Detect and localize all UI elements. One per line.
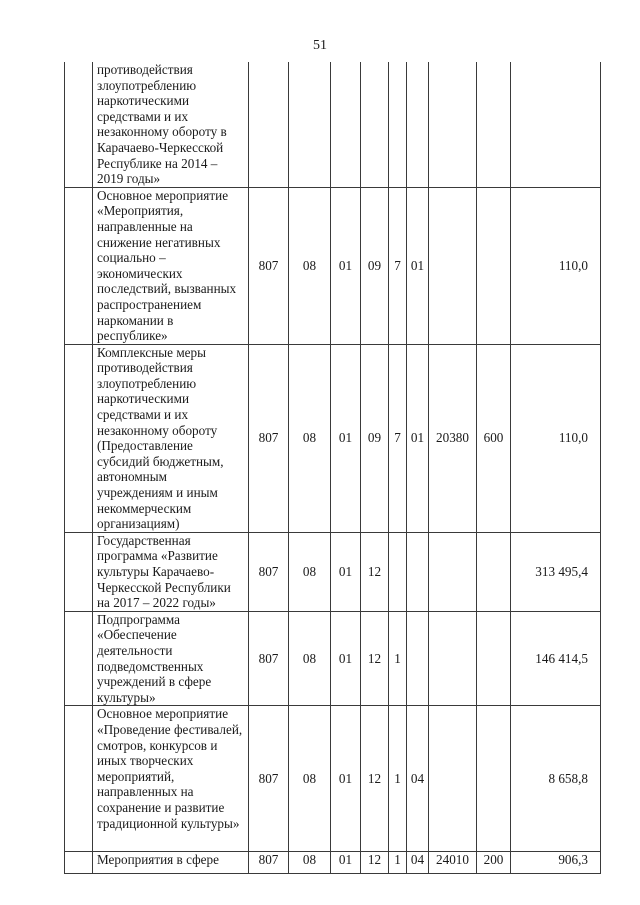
expense-type-cell bbox=[477, 706, 511, 852]
subprogram-code-cell: 1 bbox=[389, 611, 407, 706]
subsection-code-cell: 01 bbox=[331, 706, 361, 852]
row-number-cell bbox=[65, 611, 93, 706]
budget-table bbox=[64, 62, 601, 874]
section-code-cell: 08 bbox=[289, 532, 331, 611]
table-row bbox=[65, 187, 601, 344]
activity-code-cell bbox=[407, 532, 429, 611]
activity-code-cell: 04 bbox=[407, 852, 429, 874]
row-number-cell bbox=[65, 852, 93, 874]
subsection-code-cell: 01 bbox=[331, 344, 361, 532]
name-cell: противодействия злоупотреблению наркотическими средствами и их незаконному обороту в Карачаево-Черкесской Республике на 2014 – 2019 годы» bbox=[93, 62, 249, 187]
amount-cell: 110,0 bbox=[511, 344, 601, 532]
subprogram-code-cell: 1 bbox=[389, 852, 407, 874]
subsection-code-cell: 01 bbox=[331, 852, 361, 874]
amount-cell: 146 414,5 bbox=[511, 611, 601, 706]
amount-cell bbox=[511, 62, 601, 187]
program-code-cell: 12 bbox=[361, 611, 389, 706]
ministry-code-cell bbox=[249, 62, 289, 187]
subsection-code-cell: 01 bbox=[331, 187, 361, 344]
row-number-cell bbox=[65, 187, 93, 344]
program-code-cell: 09 bbox=[361, 344, 389, 532]
ministry-code-cell: 807 bbox=[249, 187, 289, 344]
amount-cell: 313 495,4 bbox=[511, 532, 601, 611]
section-code-cell: 08 bbox=[289, 611, 331, 706]
subprogram-code-cell bbox=[389, 532, 407, 611]
expense-type-cell bbox=[477, 532, 511, 611]
direction-code-cell bbox=[429, 532, 477, 611]
subprogram-code-cell: 1 bbox=[389, 706, 407, 852]
table-row bbox=[65, 62, 601, 187]
activity-code-cell: 04 bbox=[407, 706, 429, 852]
subprogram-code-cell bbox=[389, 62, 407, 187]
table-row bbox=[65, 706, 601, 852]
name-cell: Мероприятия в сфере bbox=[93, 852, 249, 874]
expense-type-cell bbox=[477, 62, 511, 187]
name-cell: Основное мероприятие «Проведение фестивалей, смотров, конкурсов и иных творческих мероприятий, направленных на сохранение и развитие традиционной культуры» bbox=[93, 706, 249, 852]
section-code-cell: 08 bbox=[289, 187, 331, 344]
subprogram-code-cell: 7 bbox=[389, 344, 407, 532]
direction-code-cell bbox=[429, 706, 477, 852]
direction-code-cell bbox=[429, 187, 477, 344]
page-number: 51 bbox=[313, 38, 327, 53]
program-code-cell: 09 bbox=[361, 187, 389, 344]
activity-code-cell bbox=[407, 62, 429, 187]
row-number-cell bbox=[65, 62, 93, 187]
expense-type-cell: 200 bbox=[477, 852, 511, 874]
program-code-cell bbox=[361, 62, 389, 187]
expense-type-cell bbox=[477, 611, 511, 706]
ministry-code-cell: 807 bbox=[249, 852, 289, 874]
name-cell: Подпрограмма «Обеспечение деятельности подведомственных учреждений в сфере культуры» bbox=[93, 611, 249, 706]
row-number-cell bbox=[65, 344, 93, 532]
subsection-code-cell bbox=[331, 62, 361, 187]
activity-code-cell bbox=[407, 611, 429, 706]
direction-code-cell bbox=[429, 611, 477, 706]
expense-type-cell: 600 bbox=[477, 344, 511, 532]
direction-code-cell bbox=[429, 62, 477, 187]
ministry-code-cell: 807 bbox=[249, 532, 289, 611]
program-code-cell: 12 bbox=[361, 532, 389, 611]
direction-code-cell: 24010 bbox=[429, 852, 477, 874]
expense-type-cell bbox=[477, 187, 511, 344]
program-code-cell: 12 bbox=[361, 852, 389, 874]
program-code-cell: 12 bbox=[361, 706, 389, 852]
row-number-cell bbox=[65, 532, 93, 611]
row-number-cell bbox=[65, 706, 93, 852]
name-cell: Комплексные меры противодействия злоупотреблению наркотическими средствами и их незаконному обороту (Предоставление субсидий бюджетным, автономным учреждениям и иным некоммерческим организациям) bbox=[93, 344, 249, 532]
subsection-code-cell: 01 bbox=[331, 532, 361, 611]
subsection-code-cell: 01 bbox=[331, 611, 361, 706]
table-row bbox=[65, 344, 601, 532]
name-cell: Основное мероприятие «Мероприятия, направленные на снижение негативных социально – экономических последствий, вызванных распространением наркомании в республике» bbox=[93, 187, 249, 344]
amount-cell: 110,0 bbox=[511, 187, 601, 344]
table-row bbox=[65, 852, 601, 874]
activity-code-cell: 01 bbox=[407, 187, 429, 344]
ministry-code-cell: 807 bbox=[249, 611, 289, 706]
direction-code-cell: 20380 bbox=[429, 344, 477, 532]
ministry-code-cell: 807 bbox=[249, 706, 289, 852]
section-code-cell bbox=[289, 62, 331, 187]
amount-cell: 8 658,8 bbox=[511, 706, 601, 852]
ministry-code-cell: 807 bbox=[249, 344, 289, 532]
table-row bbox=[65, 532, 601, 611]
section-code-cell: 08 bbox=[289, 852, 331, 874]
section-code-cell: 08 bbox=[289, 344, 331, 532]
subprogram-code-cell: 7 bbox=[389, 187, 407, 344]
name-cell: Государственная программа «Развитие культуры Карачаево-Черкесской Республики на 2017 – 2022 годы» bbox=[93, 532, 249, 611]
table-row bbox=[65, 611, 601, 706]
section-code-cell: 08 bbox=[289, 706, 331, 852]
amount-cell: 906,3 bbox=[511, 852, 601, 874]
activity-code-cell: 01 bbox=[407, 344, 429, 532]
